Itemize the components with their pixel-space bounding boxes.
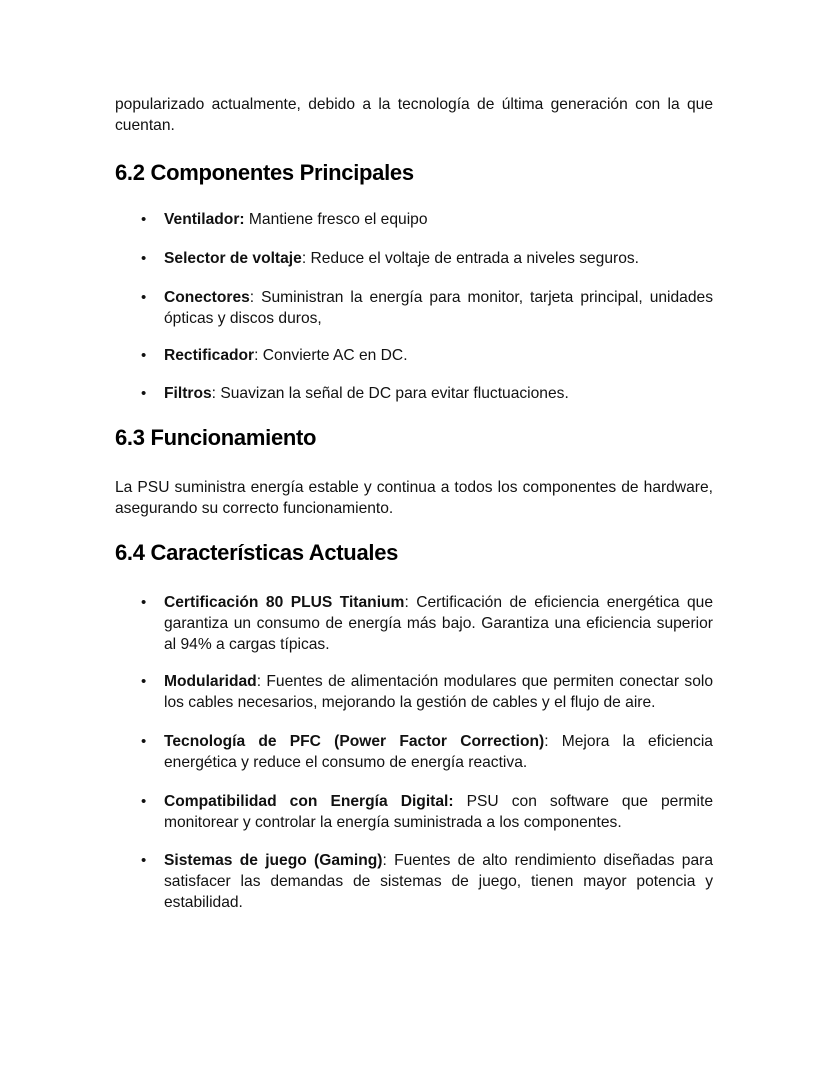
section-heading-6-3: 6.3 Funcionamiento (115, 425, 317, 450)
item-text: : Fuentes de alimentación modulares que permiten conectar solo los cables necesarios, mejorando la gestión de cables y el flujo de aire. (164, 673, 713, 711)
section-paragraph: La PSU suministra energía estable y continua a todos los componentes de hardware, asegurando su correcto funcionamiento. (115, 479, 713, 517)
item-term: Tecnología de PFC (Power Factor Correction) (164, 733, 545, 750)
list-item (164, 850, 713, 913)
item-term: Conectores (164, 289, 250, 306)
item-text: : Convierte AC en DC. (254, 347, 408, 364)
intro-paragraph: popularizado actualmente, debido a la tecnología de última generación con la que cuentan. (115, 96, 713, 134)
list-item (164, 731, 713, 773)
item-term: Modularidad (164, 673, 257, 690)
list-item (164, 248, 713, 269)
list-item (164, 592, 713, 655)
item-text: : Fuentes de alto rendimiento diseñadas para satisfacer las demandas de sistemas de juego, tienen mayor potencia y estabilidad. (164, 852, 713, 911)
item-term: Rectificador (164, 347, 255, 364)
list-item (164, 287, 713, 329)
list-item (164, 209, 713, 230)
list-item (164, 345, 713, 366)
item-text: Mantiene fresco el equipo (244, 211, 428, 228)
item-term: Certificación 80 PLUS Titanium (164, 594, 405, 611)
item-text: : Reduce el voltaje de entrada a niveles seguros. (301, 250, 640, 267)
item-term: Filtros (164, 385, 212, 402)
item-text: : Suministran la energía para monitor, tarjeta principal, unidades ópticas y discos duros, (164, 289, 713, 327)
item-text: : Mejora la eficiencia energética y reduce el consumo de energía reactiva. (164, 733, 713, 771)
item-term: Ventilador: (164, 211, 245, 228)
list-item (164, 383, 713, 404)
section-heading-6-4: 6.4 Características Actuales (115, 540, 399, 565)
item-text: : Suavizan la señal de DC para evitar fluctuaciones. (211, 385, 569, 402)
item-term: Selector de voltaje (164, 250, 302, 267)
section-heading-6-2: 6.2 Componentes Principales (115, 160, 414, 185)
list-item (164, 671, 713, 713)
list-item (164, 791, 713, 833)
item-text: : Certificación de eficiencia energética que garantiza un consumo de energía más bajo. Garantiza una eficiencia superior al 94% a cargas típicas. (164, 594, 714, 653)
item-term: Sistemas de juego (Gaming) (164, 852, 383, 869)
item-text: PSU con software que permite monitorear y controlar la energía suministrada a los componentes. (164, 793, 713, 831)
item-term: Compatibilidad con Energía Digital: (164, 793, 454, 810)
